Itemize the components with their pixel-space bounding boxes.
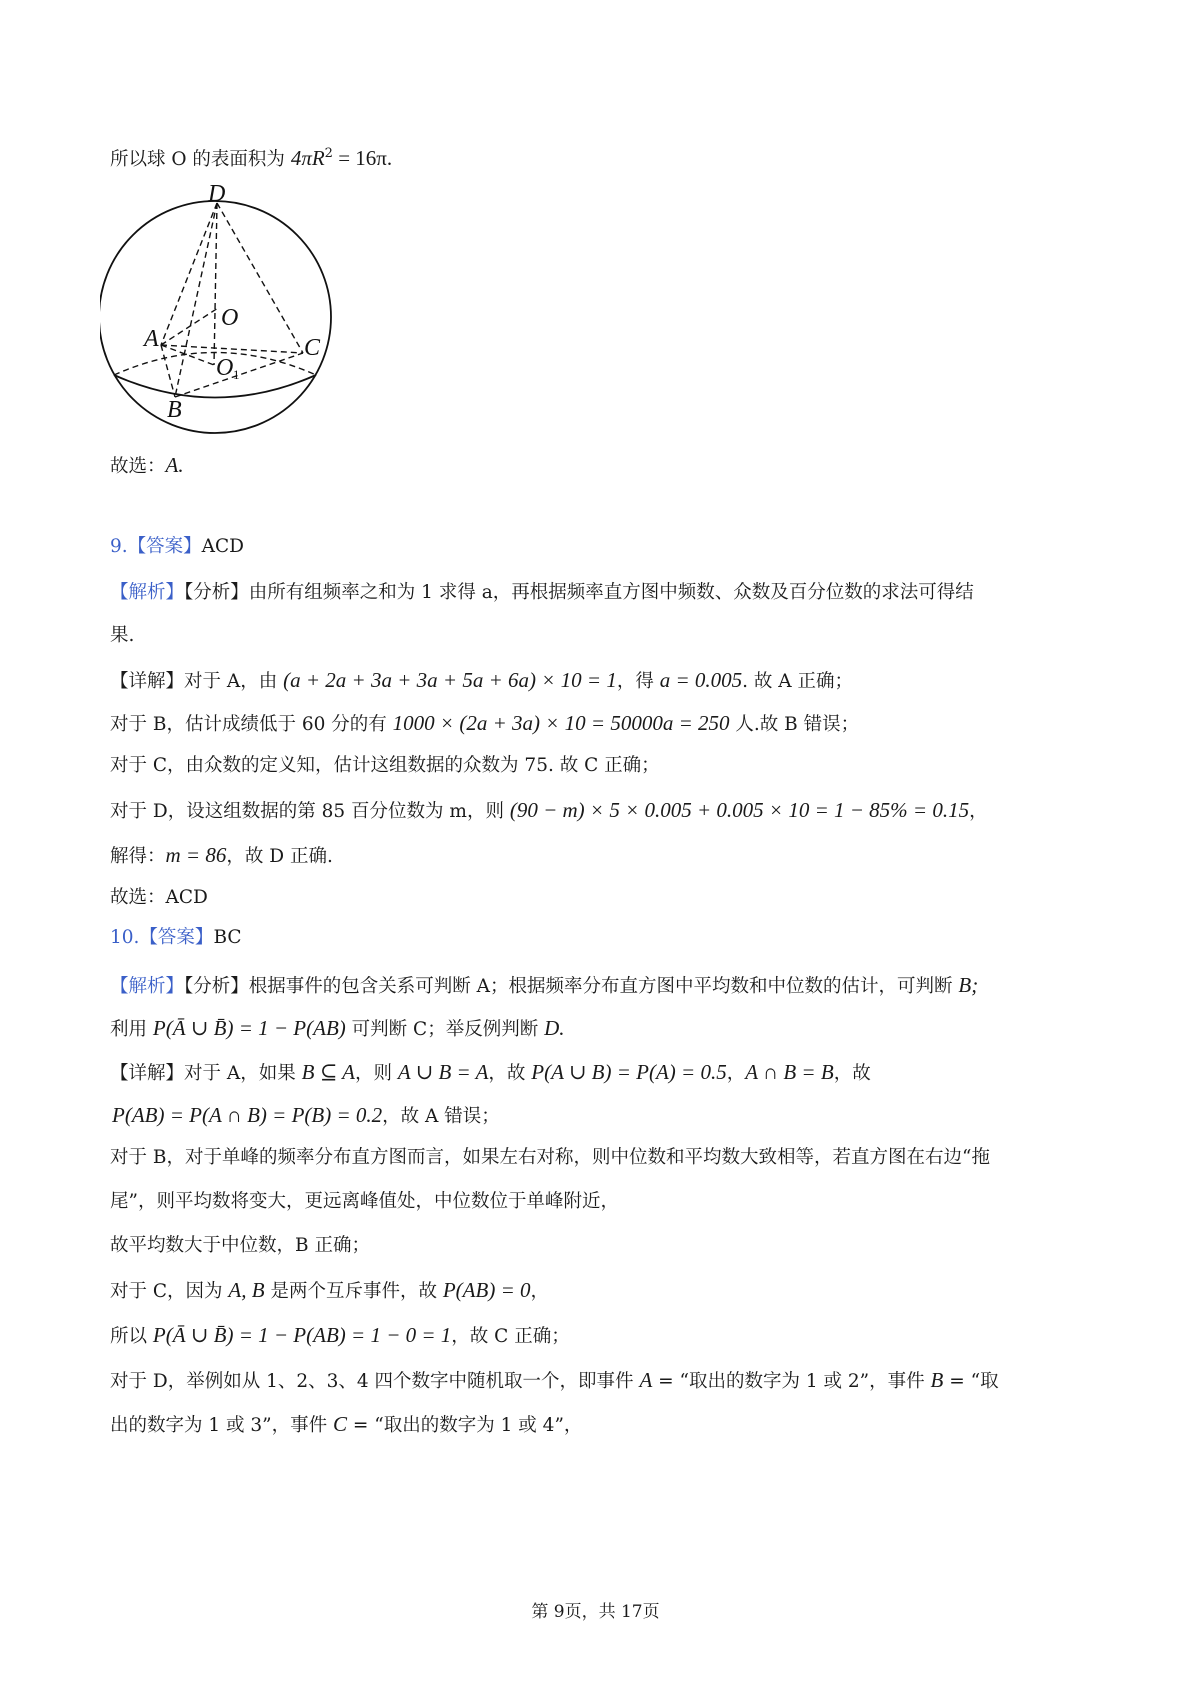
q9-detail-A: [110, 670, 853, 692]
q8-choice-line: [110, 455, 184, 477]
section-ellipse-front: [114, 375, 316, 398]
q8-choice-text: 故选：: [110, 456, 166, 477]
q10-answer-tag: 【答案】: [139, 927, 214, 948]
q10-analysis-text-1: 根据事件的包含关系可判断 A；根据频率分布直方图中平均数和中位数的估计，可判断: [248, 976, 959, 997]
q9-D-pre: 对于 D，设这组数据的第 85 百分位数为 m，则: [110, 801, 510, 822]
q9-answer-tag: 【答案】: [127, 536, 202, 557]
q10-D1-t1: = “取出的数字为 1 或 2”，事件: [652, 1371, 931, 1392]
label-A: A: [144, 326, 159, 352]
surface-area-exponent: 2: [324, 146, 333, 161]
q10-D2-m1: C: [333, 1412, 348, 1436]
q9-solve-pre: 解得：: [110, 846, 166, 867]
q8-choice-value: A.: [165, 453, 184, 477]
q10-D1-m1: A: [639, 1368, 653, 1392]
q9-A-mid: ，得: [616, 671, 660, 692]
q10-C2-math: P(Ā ∪ B̄) = 1 − P(AB) = 1 − 0 = 1: [152, 1323, 452, 1347]
q9-solve-math: m = 86: [165, 843, 227, 867]
page-footer: 第 9页，共 17页: [531, 1602, 660, 1622]
q10-analysis-2-pre: 利用: [110, 1019, 153, 1040]
q10-C1-t1: 是两个互斥事件，故: [264, 1281, 443, 1302]
q10-detail-B1: [110, 1149, 990, 1168]
q9-analysis-line-1: [110, 584, 974, 603]
q9-detail-D: [110, 800, 988, 822]
q10-A1-t1: ，则: [355, 1063, 398, 1084]
q10-analysis-tag: 【解析】: [110, 976, 185, 997]
label-D: D: [208, 185, 226, 207]
q10-C1-m2: P(AB) = 0: [442, 1278, 531, 1302]
q10-A1-m2: A ∪ B = A: [397, 1060, 489, 1084]
q9-heading: [110, 538, 244, 557]
q10-detail-C1: [110, 1280, 549, 1302]
q10-analysis-line-2: [110, 1018, 565, 1040]
q10-D1-m2: B: [930, 1368, 944, 1392]
q10-analysis-line-1: [110, 975, 978, 997]
q10-detail-B3: [110, 1237, 370, 1256]
edge-AO: [161, 308, 218, 345]
q9-D-post: ，: [969, 801, 988, 822]
q9-analysis-text-2: 果.: [110, 625, 135, 646]
surface-area-prefix: 所以球 O 的表面积为: [110, 149, 291, 170]
q10-heading: [110, 929, 242, 948]
q10-number: 10.: [110, 927, 140, 948]
q9-detail-B: [110, 713, 859, 735]
q10-A1-t3: ，: [726, 1063, 746, 1084]
q10-C1-post: ，: [530, 1281, 549, 1302]
q10-analysis-2-end: D.: [544, 1016, 565, 1040]
q10-A1-m1: B ⊆ A: [301, 1060, 356, 1084]
q9-A-post: . 故 A 正确；: [742, 671, 854, 692]
section-ellipse-back: [114, 353, 316, 376]
q9-analysis-subtag: 【分析】: [184, 582, 249, 603]
q9-A-pre: 对于 A，由: [184, 671, 284, 692]
q10-A2-post: ，故 A 错误；: [382, 1106, 500, 1127]
edge-DB: [175, 203, 217, 397]
q10-answer: BC: [213, 927, 242, 948]
surface-area-line: [110, 148, 392, 170]
q10-B2-text: 尾”，则平均数将变大，更远离峰值处，中位数位于单峰附近，: [110, 1191, 619, 1212]
q10-D2-t1: = “取出的数字为 1 或 4”，: [347, 1415, 583, 1436]
q9-analysis-line-2: [110, 627, 134, 646]
q10-analysis-2-mid: 可判断 C；举反例判断: [345, 1019, 545, 1040]
q10-A1-pre: 对于 A，如果: [184, 1063, 302, 1084]
q9-C-text: 对于 C，由众数的定义知，估计这组数据的众数为 75. 故 C 正确；: [110, 755, 660, 776]
q10-detail-B2: [110, 1193, 619, 1212]
q10-detail-tag: 【详解】: [110, 1063, 185, 1084]
q10-B3-text: 故平均数大于中位数，B 正确；: [110, 1235, 370, 1256]
q10-D1-pre: 对于 D，举例如从 1、2、3、4 四个数字中随机取一个，即事件: [110, 1371, 640, 1392]
q9-A-math2: a = 0.005: [659, 668, 743, 692]
q9-B-math: 1000 × (2a + 3a) × 10 = 50000a = 250: [392, 711, 730, 735]
label-B: B: [167, 397, 182, 423]
sphere-figure: [100, 185, 370, 485]
q9-solve-post: ，故 D 正确.: [226, 846, 333, 867]
q10-C1-pre: 对于 C，因为: [110, 1281, 229, 1302]
q9-detail-tag: 【详解】: [110, 671, 185, 692]
label-C: C: [304, 335, 321, 361]
q9-solve-line: [110, 845, 333, 867]
q9-B-pre: 对于 B，估计成绩低于 60 分的有: [110, 714, 393, 735]
q10-C1-m1: A, B: [228, 1278, 265, 1302]
q9-choice: 故选：ACD: [110, 887, 208, 908]
q10-analysis-2-math: P(Ā ∪ B̄) = 1 − P(AB): [152, 1016, 346, 1040]
edge-AB: [161, 345, 175, 397]
q9-D-math: (90 − m) × 5 × 0.005 + 0.005 × 10 = 1 − 85% = 0.15: [509, 798, 970, 822]
surface-area-formula: 4πR: [290, 146, 325, 170]
q9-answer: ACD: [201, 536, 245, 557]
q10-detail-A2: [112, 1105, 500, 1127]
q9-analysis-text-1: 由所有组频率之和为 1 求得 a，再根据频率直方图中频数、众数及百分位数的求法可得结: [248, 582, 974, 603]
q10-detail-D1: [110, 1370, 999, 1392]
edge-DA: [161, 203, 217, 345]
label-O: O: [221, 305, 239, 331]
q10-D2-pre: 出的数字为 1 或 3”，事件: [110, 1415, 334, 1436]
q9-number: 9.: [110, 536, 128, 557]
edge-DO1: [214, 203, 217, 365]
q10-D1-t2: = “取: [943, 1371, 999, 1392]
q10-B1-text: 对于 B，对于单峰的频率分布直方图而言，如果左右对称，则中位数和平均数大致相等，若直方图在右边“拖: [110, 1147, 990, 1168]
q10-A1-m3: P(A ∪ B) = P(A) = 0.5: [531, 1060, 727, 1084]
q9-B-post: 人.故 B 错误；: [729, 714, 860, 735]
q9-A-math: (a + 2a + 3a + 3a + 5a + 6a) × 10 = 1: [283, 668, 617, 692]
q10-detail-D2: [110, 1414, 582, 1436]
q10-analysis-subtag: 【分析】: [184, 976, 249, 997]
q10-detail-C2: [110, 1325, 570, 1347]
q10-A1-m4: A ∩ B = B: [745, 1060, 834, 1084]
q9-analysis-tag: 【解析】: [110, 582, 185, 603]
q9-detail-C: [110, 757, 660, 776]
edge-AC: [161, 345, 303, 353]
q9-choice-line: [110, 889, 208, 908]
q10-A2-math: P(AB) = P(A ∩ B) = P(B) = 0.2: [112, 1103, 383, 1127]
label-O1: O: [216, 355, 234, 381]
q10-detail-A1: [110, 1062, 871, 1084]
label-O1-subscript: 1: [233, 367, 240, 382]
q10-C2-pre: 所以: [110, 1326, 153, 1347]
surface-area-result: = 16π.: [332, 146, 393, 170]
q10-A1-t2: ，故: [488, 1063, 532, 1084]
q10-C2-post: ，故 C 正确；: [451, 1326, 570, 1347]
q10-A1-t4: ，故: [833, 1063, 871, 1084]
q10-analysis-text-1-end: B;: [958, 973, 979, 997]
